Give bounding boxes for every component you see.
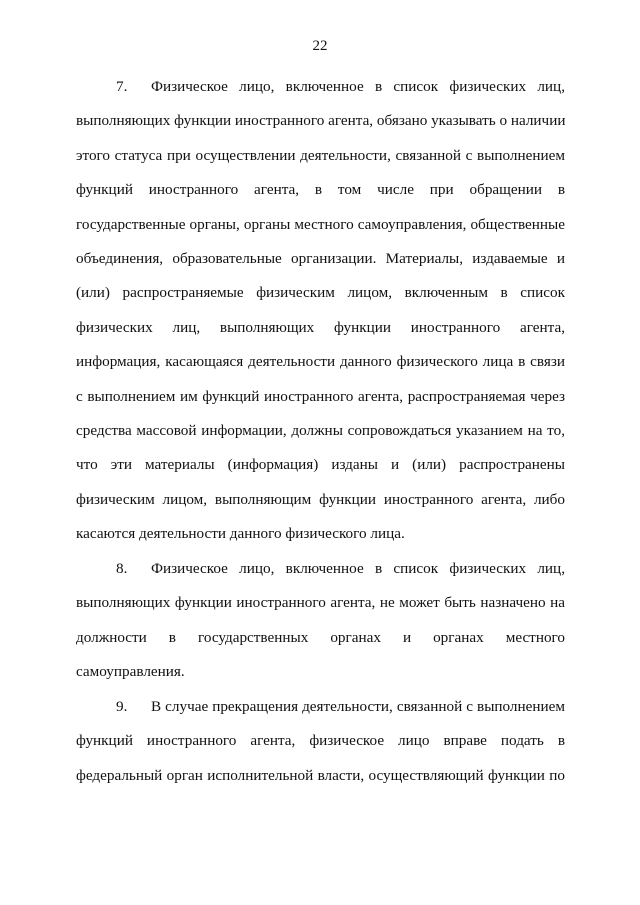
paragraph-line: государственные органы, органы местного самоуправления, общественные [76, 215, 565, 233]
paragraph-line: физическим лицом, выполняющим функции иностранного агента, либо [76, 490, 565, 508]
paragraph-line: (или) распространяемые физическим лицом, включенным в список [76, 284, 565, 302]
paragraph-number: 7. [116, 78, 128, 95]
paragraph-line: информация, касающаяся деятельности данного физического лица в связи [76, 353, 565, 371]
paragraph-first-line-text: Физическое лицо, включенное в список физических лиц, [151, 560, 565, 577]
paragraph-line: объединения, образовательные организации. Материалы, издаваемые и [76, 249, 565, 267]
paragraph-line: этого статуса при осуществлении деятельности, связанной с выполнением [76, 146, 565, 164]
paragraph-first-line [76, 690, 565, 724]
paragraph-line: выполняющих функции иностранного агента, не может быть назначено на [76, 594, 565, 612]
paragraph-line: выполняющих функции иностранного агента, обязано указывать о наличии [76, 112, 566, 130]
paragraph-7 [76, 70, 565, 551]
paragraph-line: федеральный орган исполнительной власти, осуществляющий функции по [76, 766, 565, 784]
paragraph-first-line-text: Физическое лицо, включенное в список физических лиц, [151, 78, 565, 95]
paragraph-line: физических лиц, выполняющих функции иностранного агента, [76, 318, 565, 336]
paragraph-line: должности в государственных органах и органах местного [76, 628, 565, 646]
paragraph-first-line [76, 70, 565, 104]
paragraph-line: функций иностранного агента, в том числе при обращении в [76, 181, 565, 199]
paragraph-line: средства массовой информации, должны сопровождаться указанием на то, [76, 421, 565, 439]
paragraph-first-line-text: В случае прекращения деятельности, связанной с выполнением [151, 698, 565, 715]
page-number: 22 [312, 38, 328, 54]
paragraph-line: что эти материалы (информация) изданы и (или) распространены [76, 456, 565, 474]
paragraph-first-line [76, 552, 565, 586]
paragraph-8 [76, 552, 565, 690]
paragraph-9 [76, 690, 565, 793]
paragraph-line: касаются деятельности данного физического лица. [76, 525, 405, 543]
paragraph-line: самоуправления. [76, 663, 185, 681]
paragraph-line: функций иностранного агента, физическое лицо вправе подать в [76, 732, 565, 750]
paragraph-number: 9. [116, 698, 128, 715]
paragraph-line: с выполнением им функций иностранного агента, распространяемая через [76, 387, 565, 405]
paragraph-number: 8. [116, 560, 128, 577]
